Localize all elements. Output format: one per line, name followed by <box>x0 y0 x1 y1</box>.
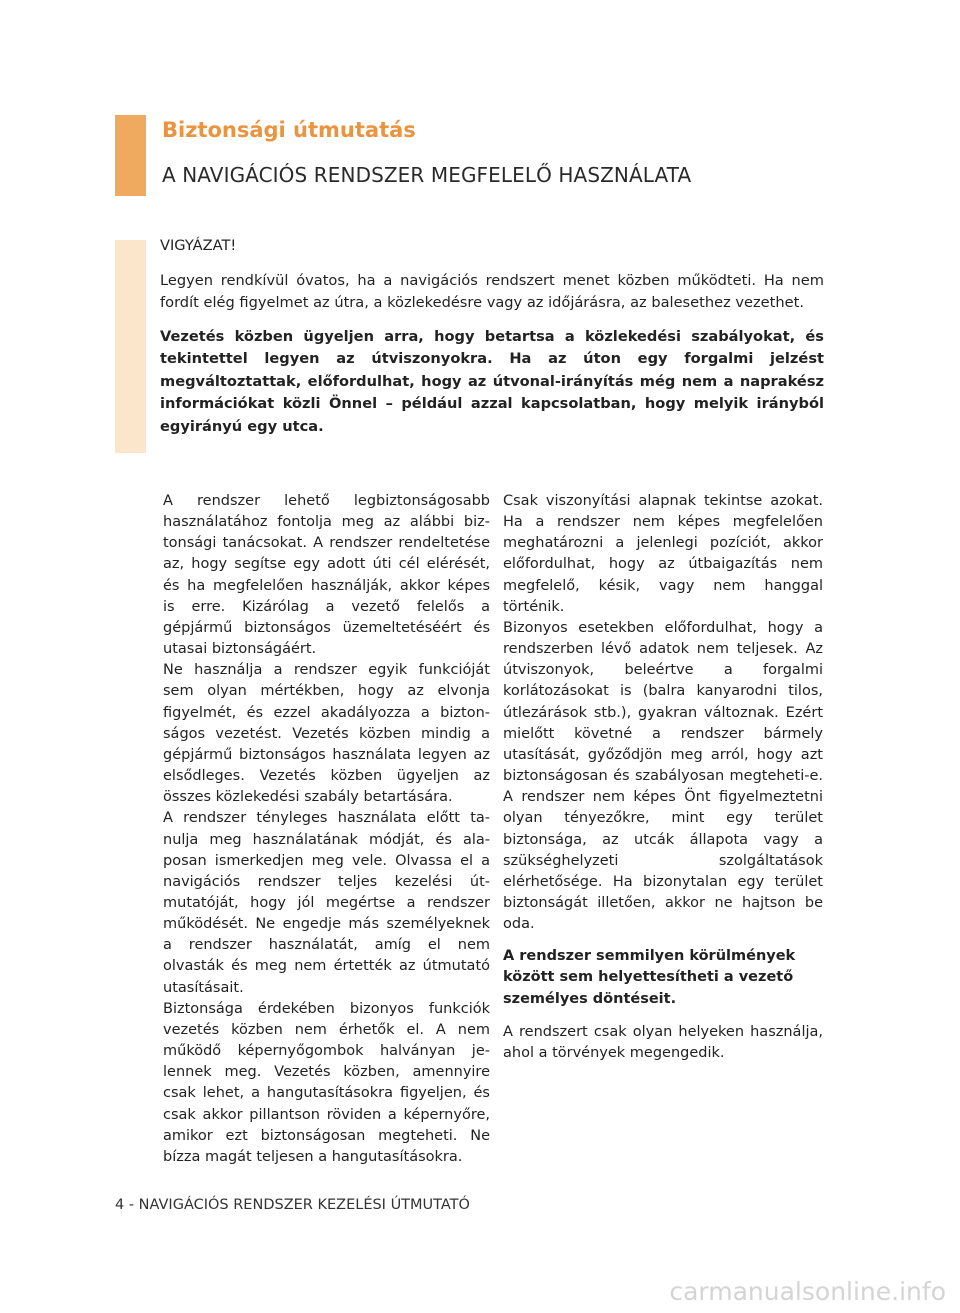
section-accent-bar <box>115 115 146 196</box>
body-paragraph: Ne használja a rendszer egyik funkcióját sem olyan mértékben, hogy az elvonja figyelmét, és ezzel akadályozza a biztonságos vezetést. Vezetés közben mindig a gépjármű biztonságos használata legyen az elsődleges. Vezetés közben ügyeljen az összes közlekedési szabály betartására. <box>163 662 490 806</box>
warning-heading: VIGYÁZAT! <box>160 237 237 254</box>
section-subtitle: A NAVIGÁCIÓS RENDSZER MEGFELELŐ HASZNÁLATA <box>162 163 692 187</box>
body-paragraph-emphasis: A rendszer semmilyen körülmények között sem helyettesítheti a vezető személyes döntéseit. <box>503 948 796 1007</box>
warning-box <box>160 235 824 438</box>
watermark: carmanualsonline.info <box>669 1277 946 1306</box>
body-paragraph: Bizonyos esetekben előfordulhat, hogy a rendszerben lévő adatok nem teljesek. Az útviszonyok, beleértve a forgalmi korlátozásokat is (balra kanyarodni tilos, útlezárások stb.), gyakran változnak. Ezért mielőtt követné a rendszer bármely utasítását, győződjön meg arról, hogy azt biztonságosan és szabályosan megteheti-e. A rendszer nem képes Önt figyelmeztetni olyan tényezőkre, mint egy terület biztonsága, az utcák állapota vagy a szükséghelyzeti szolgáltatások elérhetősége. Ha bizonytalan egy terület biztonságát illetően, akkor ne hajtson be oda. <box>503 619 823 933</box>
body-column-left <box>163 491 490 1168</box>
warning-paragraph-bold: Vezetés közben ügyeljen arra, hogy betartsa a közlekedési szabályokat, és tekintettel legyen az útviszonyokra. Ha az úton egy forgalmi jelzést megváltoztattak, előfordulhat, hogy az útvonal-irányítás még nem a naprakész információkat közli Önnel – például azzal kapcsolatban, hogy melyik irányból egyirányú egy utca. <box>160 327 824 435</box>
page-footer: 4 - NAVIGÁCIÓS RENDSZER KEZELÉSI ÚTMUTATÓ <box>115 1197 470 1213</box>
body-paragraph: A rendszer lehető legbiztonságosabb használatához fontolja meg az alábbi biztonsági tanácsokat. A rendszer rendeltetése az, hogy segítse egy adott úti cél elérését, és ha megfelelően használják, akkor képes is erre. Kizárólag a vezető felelős a gépjármű biztonságos üzemeltetéséért és utasai biztonságáért. <box>163 493 490 658</box>
body-paragraph: Csak viszonyítási alapnak tekintse azokat. Ha a rendszer nem képes megfelelően meghatározni a jelenlegi pozíciót, akkor előfordulhat, hogy az útbaigazítás nem megfelelő, késik, vagy nem hanggal történik. <box>503 493 823 615</box>
body-column-right <box>503 491 823 1064</box>
body-paragraph: Biztonsága érdekében bizonyos funkciók vezetés közben nem érhetők el. A nem működő képernyőgombok halványan jelennek meg. Vezetés közben, amennyire csak lehet, a hangutasításokra figyeljen, és csak akkor pillantson röviden a képernyőre, amikor ezt biztonságosan megteheti. Ne bízza magát teljesen a hangutasításokra. <box>163 1000 490 1165</box>
warning-paragraph: Legyen rendkívül óvatos, ha a navigációs rendszert menet közben működteti. Ha nem fordít elég figyelmet az útra, a közlekedésre vagy az időjárásra, az balesethez vezethet. <box>160 271 824 311</box>
section-title: Biztonsági útmutatás <box>162 118 416 142</box>
body-paragraph: A rendszert csak olyan helyeken használja, ahol a törvények megengedik. <box>503 1023 823 1061</box>
body-paragraph: A rendszer tényleges használata előtt tanulja meg használatának módját, és alaposan ismerkedjen meg vele. Olvassa el a navigációs rendszer teljes kezelési útmutatóját, hogy jól megértse a rendszer működését. Ne engedje más személyeknek a rendszer használatát, amíg el nem olvasták és meg nem értették az útmutató utasításait. <box>163 810 490 996</box>
warning-accent-bar <box>115 240 146 453</box>
